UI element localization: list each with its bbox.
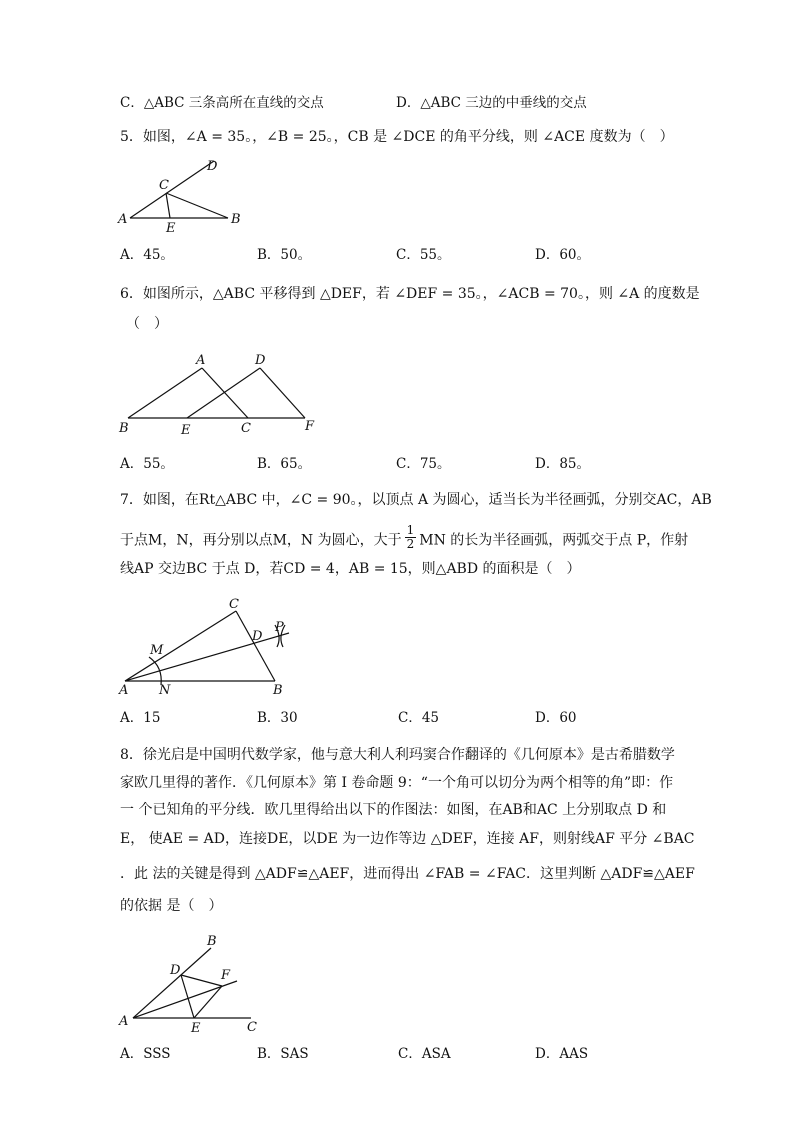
q6-line-ba — [128, 368, 202, 418]
q8-figure — [115, 932, 275, 1037]
q6-stem-line1: 6．如图所示，△ABC 平移得到 △DEF，若 ∠DEF = 35。，∠ACB = 70。，则 ∠A 的度数是 — [120, 286, 700, 302]
q7-label-b: B — [273, 683, 283, 698]
q8-option-a: A．SSS — [120, 1046, 171, 1062]
q8-line5: ．此 法的关键是得到 △ADF≌△AEF，进而得出 ∠FAB = ∠FAC．这里判断 △ADF≌△AEF — [120, 866, 695, 882]
q7-option-d: D．60 — [535, 710, 577, 726]
q7-label-c: C — [229, 597, 239, 612]
q7-label-n: N — [159, 683, 171, 698]
q6-label-e: E — [181, 423, 191, 438]
q7-option-a: A．15 — [120, 710, 161, 726]
q5-line-ad — [130, 161, 214, 218]
q8-line1: 8．徐光启是中国明代数学家，他与意大利人利玛窦合作翻译的《几何原本》是古希腊数学 — [120, 747, 675, 763]
q7-stem-line2-b: MN 的长为半径画弧，两弧交于点 P，作射 — [419, 532, 689, 549]
q8-label-d: D — [170, 963, 181, 978]
q6-option-d: D．85。 — [535, 456, 591, 472]
q7-fraction-denominator: 2 — [406, 537, 415, 551]
q4-option-c: C．△ABC 三条高所在直线的交点 — [120, 95, 324, 111]
q7-label-d: D — [252, 629, 263, 644]
q6-label-f: F — [305, 419, 315, 434]
q7-fraction — [405, 524, 417, 551]
q5-option-b: B．50。 — [257, 247, 312, 263]
q5-option-d: D．60。 — [535, 247, 591, 263]
q8-line-df — [181, 975, 222, 986]
q8-label-c: C — [247, 1020, 257, 1035]
q7-label-a: A — [119, 683, 129, 698]
q8-option-c: C．ASA — [398, 1046, 451, 1062]
q8-label-a: A — [119, 1014, 129, 1029]
q6-label-a: A — [196, 353, 206, 368]
q6-option-c: C．75。 — [396, 456, 451, 472]
q6-option-b: B．65。 — [257, 456, 312, 472]
q8-label-f: F — [221, 968, 231, 983]
q6-option-a: A．55。 — [120, 456, 174, 472]
q7-option-c: C．45 — [398, 710, 440, 726]
q5-figure — [115, 156, 250, 236]
q5-label-a: A — [118, 212, 128, 227]
q8-option-d: D．AAS — [535, 1046, 589, 1062]
q5-stem: 5．如图，∠A = 35。，∠B = 25。，CB 是 ∠DCE 的角平分线，则 ∠ACE 度数为（ ） — [120, 129, 674, 145]
q6-stem-line2: （ ） — [126, 316, 168, 332]
q5-label-b: B — [231, 212, 241, 227]
q8-line6: 的依据 是（ ） — [120, 898, 223, 914]
q7-stem-line2 — [120, 523, 689, 554]
q5-label-c: C — [159, 178, 169, 193]
q6-figure — [115, 350, 325, 440]
q7-label-m: M — [150, 643, 164, 658]
q5-line-ce — [166, 193, 170, 218]
q7-figure — [115, 595, 315, 700]
q5-option-c: C．55。 — [396, 247, 451, 263]
q7-label-p: P — [275, 620, 284, 635]
q8-line2: 家欧几里得的著作．《几何原本》第 I 卷命题 9：“一个角可以切分为两个相等的角”即：作 — [120, 775, 674, 791]
q5-line-cb — [166, 193, 228, 218]
q7-stem-line1: 7．如图，在Rt△ABC 中，∠C = 90。，以顶点 A 为圆心，适当长为半径画弧，分别交AC，AB — [120, 492, 712, 508]
q8-option-b: B．SAS — [257, 1046, 309, 1062]
q5-option-a: A．45。 — [120, 247, 174, 263]
q5-label-d: D — [207, 159, 218, 174]
q8-label-e: E — [191, 1021, 201, 1036]
q7-line-ac — [125, 611, 236, 681]
q6-line-ac — [202, 368, 248, 418]
q8-line4: E， 使AE = AD，连接DE，以DE 为一边作等边 △DEF，连接 AF，则射线AF 平分 ∠BAC — [120, 831, 695, 847]
q4-option-d: D．△ABC 三边的中垂线的交点 — [396, 95, 587, 111]
q5-label-e: E — [166, 221, 176, 236]
q8-line3: 一 个已知角的平分线．欧几里得给出以下的作图法：如图，在AB和AC 上分别取点 D 和 — [120, 802, 667, 818]
q8-label-b: B — [207, 934, 217, 949]
q7-stem-line2-a: 于点M，N，再分别以点M，N 为圆心，大于 — [120, 532, 402, 549]
q6-line-df — [260, 368, 305, 418]
q6-line-ed — [187, 368, 260, 418]
q7-line-cb — [236, 611, 275, 681]
q7-fraction-numerator: 1 — [406, 523, 415, 537]
q7-stem-line3: 线AP 交边BC 于点 D，若CD = 4，AB = 15，则△ABD 的面积是（ ） — [120, 561, 581, 577]
q7-option-b: B．30 — [257, 710, 298, 726]
q6-label-b: B — [119, 421, 129, 436]
q6-label-c: C — [241, 421, 251, 436]
q6-label-d: D — [255, 353, 266, 368]
q8-ray-ab — [133, 948, 211, 1018]
